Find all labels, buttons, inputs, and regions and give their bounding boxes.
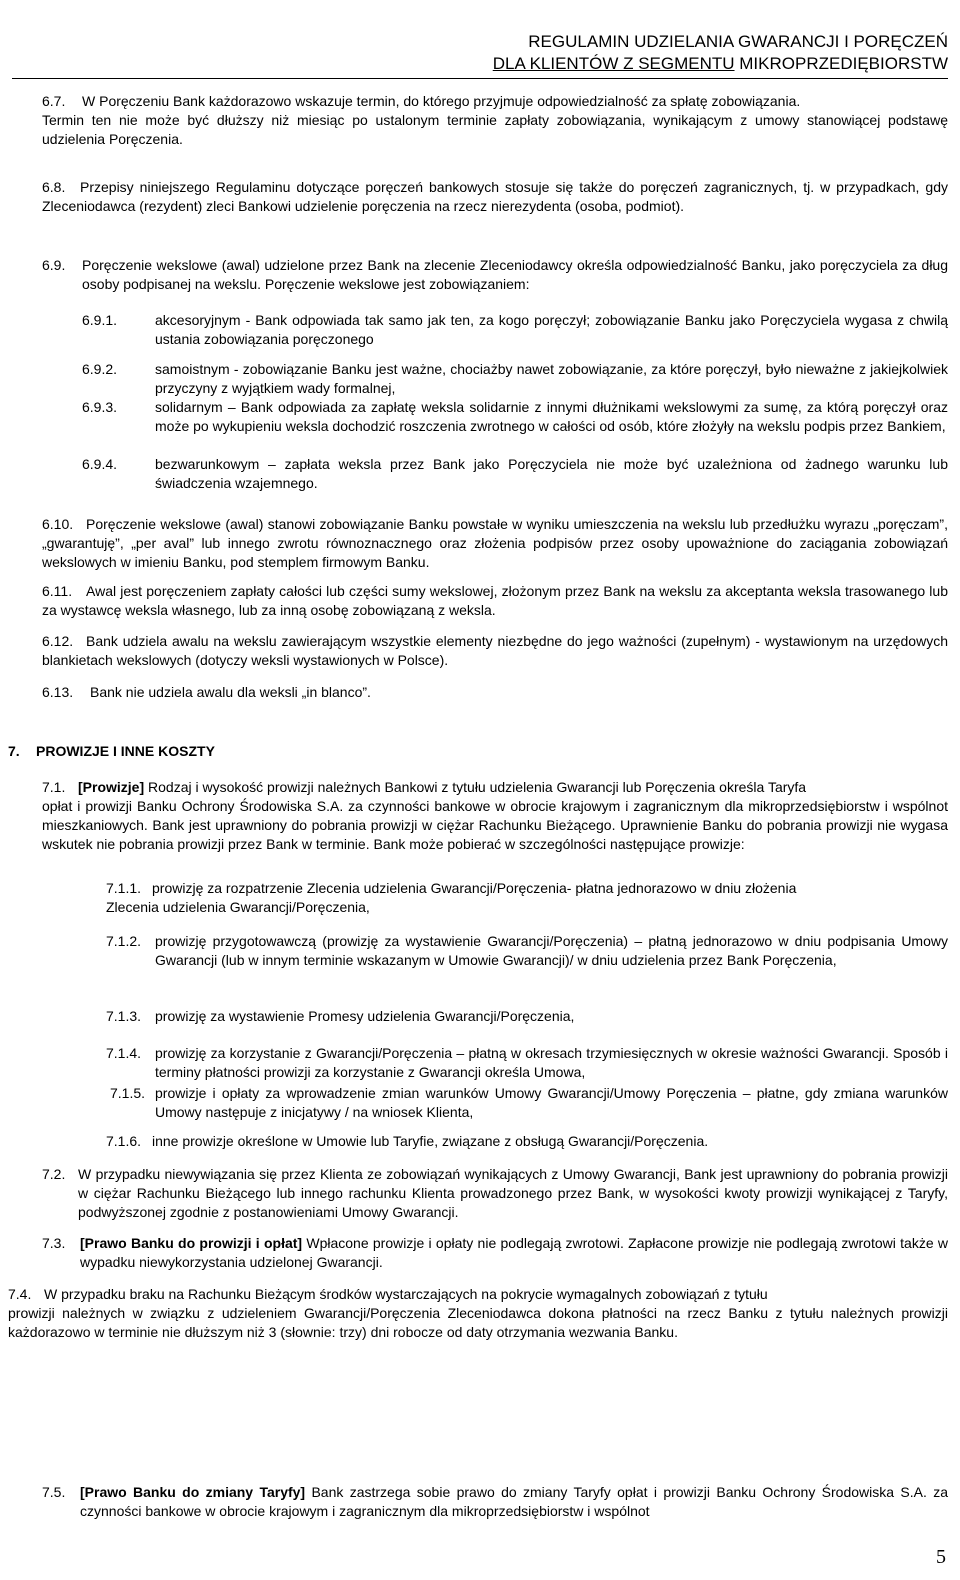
clause-first-line: W Poręczeniu Bank każdorazowo wskazuje termin, do którego przyjmuje odpowiedzialność za spłatę zobowiązania. [82,93,801,109]
clause-text: Termin ten nie może być dłuższy niż miesiąc po ustalonym terminie zapłaty zobowiązania, wynikającym z umowy stanowiącej podstawę udzielenia Poręczenia. [42,112,948,147]
clause-text [80,1483,948,1521]
clause-first-line: prowizję za rozpatrzenie Zlecenia udzielenia Gwarancji/Poręczenia- płatna jednorazowo w dniu złożenia [152,880,797,896]
section-title: PROWIZJE I INNE KOSZTY [36,743,215,759]
clause-text: W przypadku niewywiązania się przez Klienta ze zobowiązań wynikających z Umowy Gwarancji, Bank jest uprawniony do pobrania prowizji w ciężar Rachunku Bieżącego lub innego rachunku Klienta prowadzonego przez Bank, w wysokości kwoty prowizji wynikającej z Taryfy, podwyższonej zgodnie z postanowieniami Umowy Gwarancji. [78,1166,948,1220]
clause-text: Poręczenie wekslowe (awal) stanowi zobowiązanie Banku powstałe w wyniku umieszczenia na wekslu lub przedłużku wyrazu „poręczam”, „gwarantuję”, „per aval” lub innego zwrotu równoznacznego oraz złożenia podpisów przez osoby upoważnione do zaciągania zobowiązań wekslowych w imieniu Banku, pod stemplem firmowym Banku. [42,516,948,570]
clause-body: Wpłacone prowizje i opłaty nie podlegają zwrotowi. Zapłacone prowizje nie podlegają zwrotowi także w wypadku niewykorzystania udzielonej Gwarancji. [80,1235,948,1270]
clause-number: 6.7. [42,93,66,109]
section-number: 7. [8,743,20,759]
page-number: 5 [936,1546,946,1568]
clause-number: 6.9.2. [82,361,118,377]
clause-first-text: Rodzaj i wysokość prowizji należnych Bankowi z tytułu udzielenia Gwarancji lub Poręczenia określa Taryfa [148,779,807,795]
clause-text: prowizji należnych w związku z udzieleniem Gwarancji/Poręczenia Zleceniodawca dokona płatności na rzecz Banku z tytułu należnych prowizji każdorazowo w terminie nie dłuższym niż 3 (słownie: trzy) dni robocze od daty otrzymania wezwania Banku. [8,1305,948,1340]
clause-text: akcesoryjnym - Bank odpowiada tak samo jak ten, za kogo poręczył; zobowiązanie Banku jako Poręczyciela wygasa z chwilą ustania zobowiązania poręczonego [155,312,948,347]
clause-text: prowizję przygotowawczą (prowizję za wystawienie Gwarancji/Poręczenia) – płatną jednorazowo w dniu podpisania Umowy Gwarancji (lub w innym terminie wskazanym w Umowie Gwarancji)/ w dniu udzielenia przez Bank Poręczenia, [155,933,948,968]
clause-number: 7.1.1. [106,880,142,896]
clause-number: 6.9.3. [82,399,118,415]
clause-number: 6.10. [42,516,74,532]
clause-number: 6.9.4. [82,456,118,472]
clause-number: 7.5. [42,1484,66,1500]
clause-text: bezwarunkowym – zapłata weksla przez Bank jako Poręczyciela nie może być uzależniona od żadnego warunku lub świadczenia wzajemnego. [155,456,948,491]
clause-text: prowizję za korzystanie z Gwarancji/Poręczenia – płatną w okresach trzymiesięcznych w okresie ważności Gwarancji. Sposób i terminy płatności prowizji za korzystanie z Gwarancji określa Umowa, [155,1045,948,1080]
clause-text: inne prowizje określone w Umowie lub Taryfie, związane z obsługą Gwarancji/Poręczenia. [152,1133,709,1149]
clause-heading: [Prawo Banku do zmiany Taryfy] [80,1484,306,1500]
clause-number: 7.1.5. [110,1085,146,1101]
clause-text: Awal jest poręczeniem zapłaty całości lub części sumy wekslowej, złożonym przez Bank na wekslu za akceptanta weksla trasowanego lub za wystawcę weksla własnego, lub za inną osobę zobowiązaną z weksla. [42,583,948,618]
clause-body: Bank zastrzega sobie prawo do zmiany Taryfy opłat i prowizji Banku Ochrony Środowiska S.A. za czynności bankowe w obrocie krajowym i zagranicznym dla mikroprzedsiębiorstw i wspólnot [80,1484,948,1519]
clause-text: Bank nie udziela awalu dla weksli „in blanco”. [90,684,371,700]
document-header-subtitle [493,54,948,74]
clause-heading: [Prowizje] [78,779,145,795]
clause-number: 7.1. [42,779,66,795]
clause-number: 7.1.2. [106,933,142,949]
clause-number: 6.11. [42,583,73,599]
document-header-title: REGULAMIN UDZIELANIA GWARANCJI I PORĘCZEŃ [528,32,948,51]
clause-number: 7.3. [42,1235,66,1251]
header-subtitle-prefix: DLA KLIENTÓW Z SEGMENTU [492,54,735,73]
header-divider [12,78,948,79]
clause-first-line [78,778,948,797]
clause-text: Zlecenia udzielenia Gwarancji/Poręczenia, [106,899,370,915]
clause-first-line: W przypadku braku na Rachunku Bieżącym środków wystarczających na pokrycie wymagalnych zobowiązań z tytułu [44,1286,768,1302]
clause-number: 7.1.6. [106,1133,142,1149]
clause-number: 6.12. [42,633,74,649]
clause-number: 6.9. [42,257,66,273]
clause-text: Przepisy niniejszego Regulaminu dotyczące poręczeń bankowych stosuje się także do poręczeń zagranicznych, tj. w przypadkach, gdy Zleceniodawca (rezydent) zleci Bankowi udzielenie poręczenia na rzecz nierezydenta (osoba, podmiot). [42,179,948,214]
header-subtitle-suffix: MIKROPRZEDIĘBIORSTW [739,54,948,73]
clause-text: Poręczenie wekslowe (awal) udzielone przez Bank na zlecenie Zleceniodawcy określa odpowiedzialność Banku, jako poręczyciela za dług osoby podpisanej na wekslu. Poręczenie wekslowe jest zobowiązaniem: [82,257,948,292]
clause-heading: [Prawo Banku do prowizji i opłat] [80,1235,303,1251]
clause-text: opłat i prowizji Banku Ochrony Środowiska S.A. za czynności bankowe w obrocie krajowym i zagranicznym dla mikroprzedsiębiorstw i wspólnot mieszkaniowych. Bank jest uprawniony do pobrania prowizji w ciężar Rachunku Bieżącego. Uprawnienie Banku do pobrania prowizji nie wygasa wskutek nie pobrania prowizji przez Bank w terminie. Bank może pobierać w szczególności następujące prowizje: [42,798,948,852]
clause-number: 6.9.1. [82,312,118,328]
clause-text: prowizję za wystawienie Promesy udzielenia Gwarancji/Poręczenia, [155,1008,575,1024]
clause-text [80,1234,948,1272]
clause-number: 6.13. [42,684,74,700]
clause-text: solidarnym – Bank odpowiada za zapłatę weksla solidarnie z innymi dłużnikami wekslowymi za sumę, za którą poręczył oraz może po wykupieniu weksla dochodzić roszczenia zwrotnego w całości od osób, które złożyły na wekslu podpis przez Bankiem, [155,399,948,434]
clause-text: prowizje i opłaty za wprowadzenie zmian warunków Umowy Gwarancji/Umowy Poręczenia – płatne, gdy zmiana warunków Umowy następuje z inicjatywy / na wniosek Klienta, [155,1085,948,1120]
clause-number: 7.1.3. [106,1008,142,1024]
clause-text: Bank udziela awalu na wekslu zawierającym wszystkie elementy niezbędne do jego ważności (zupełnym) - wystawionym na urzędowych blankietach wekslowych (dotyczy weksli wystawionych w Polsce). [42,633,948,668]
clause-text: samoistnym - zobowiązanie Banku jest ważne, chociażby nawet zobowiązanie, za które poręczył, było nieważne z jakiejkolwiek przyczyny z wyjątkiem wady formalnej, [155,361,948,396]
clause-number: 7.4. [8,1286,32,1302]
clause-number: 7.2. [42,1166,66,1182]
clause-number: 7.1.4. [106,1045,142,1061]
clause-number: 6.8. [42,179,66,195]
